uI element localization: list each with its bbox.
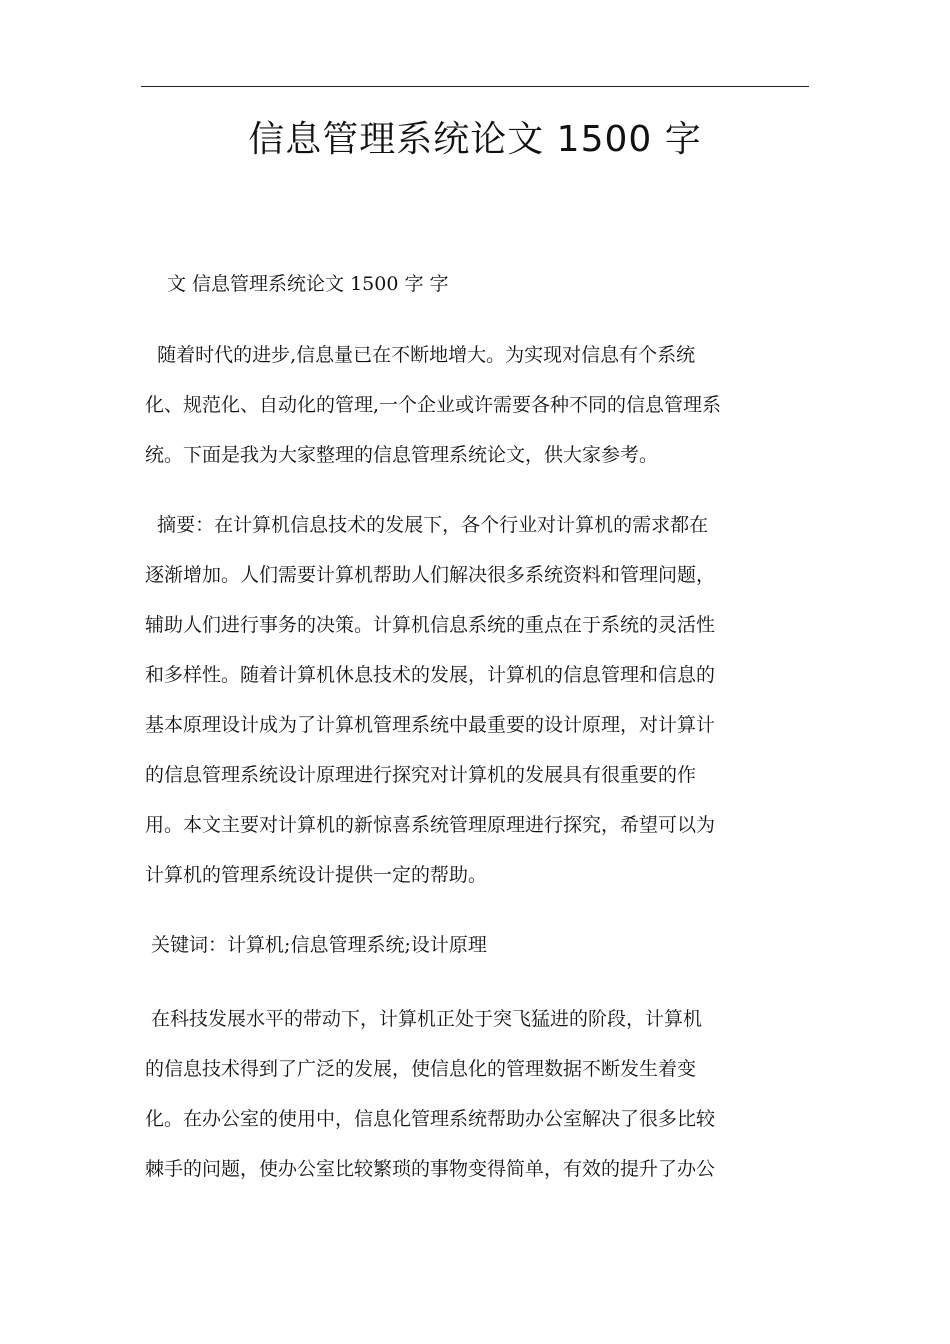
text-line: 用。本文主要对计算机的新惊喜系统管理原理进行探究，希望可以为 (145, 814, 716, 836)
text-line: 计算机的管理系统设计提供一定的帮助。 (145, 864, 488, 886)
intro-paragraph (145, 330, 815, 480)
text-line: 化、规范化、自动化的管理,一个企业或许需要各种不同的信息管理系 (145, 394, 722, 416)
text-line: 棘手的问题，使办公室比较繁琐的事物变得简单，有效的提升了办公 (145, 1158, 716, 1180)
text-line: 的信息管理系统设计原理进行探究对计算机的发展具有很重要的作 (145, 764, 697, 786)
text-line: 和多样性。随着计算机休息技术的发展，计算机的信息管理和信息的 (145, 664, 716, 686)
abstract-paragraph (145, 500, 815, 900)
text-line: 摘要：在计算机信息技术的发展下，各个行业对计算机的需求都在 (145, 514, 709, 536)
text-line: 关键词：计算机;信息管理系统;设计原理 (145, 934, 487, 956)
keywords-paragraph (145, 920, 815, 970)
text-line: 化。在办公室的使用中，信息化管理系统帮助办公室解决了很多比较 (145, 1108, 716, 1130)
text-line: 统。下面是我为大家整理的信息管理系统论文，供大家参考。 (145, 444, 659, 466)
text-line: 逐渐增加。人们需要计算机帮助人们解决很多系统资料和管理问题， (145, 564, 716, 586)
text-line: 在科技发展水平的带动下，计算机正处于突飞猛进的阶段，计算机 (145, 1008, 703, 1030)
header-rule (141, 86, 809, 87)
byline: 文 信息管理系统论文 1500 字 字 (167, 273, 449, 295)
text-line: 基本原理设计成为了计算机管理系统中最重要的设计原理，对计算计 (145, 714, 716, 736)
body-paragraph (145, 994, 815, 1194)
text-line: 随着时代的进步,信息量已在不断地增大。为实现对信息有个系统 (145, 344, 696, 366)
text-line: 的信息技术得到了广泛的发展，使信息化的管理数据不断发生着变 (145, 1058, 697, 1080)
document-title: 信息管理系统论文 1500 字 (248, 119, 702, 160)
text-line: 辅助人们进行事务的决策。计算机信息系统的重点在于系统的灵活性 (145, 614, 716, 636)
